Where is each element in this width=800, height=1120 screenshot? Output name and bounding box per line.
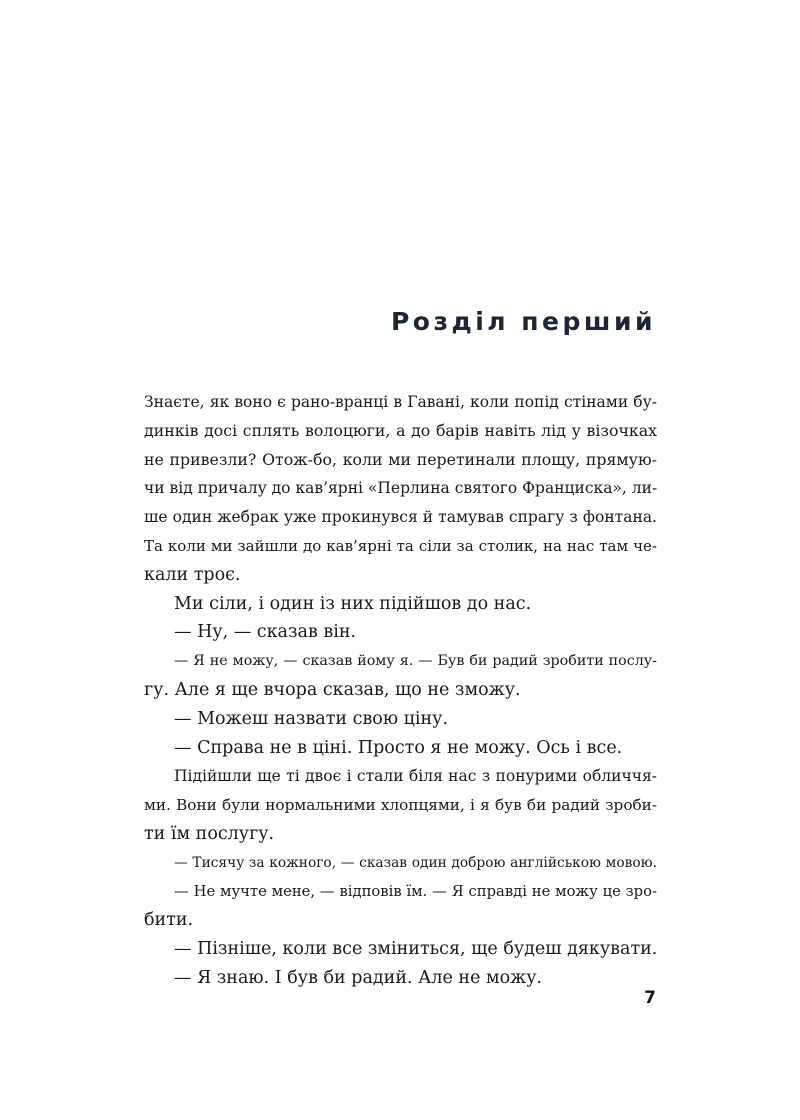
text-line: кали троє. xyxy=(144,564,241,585)
text-line: гу. Але я ще вчора сказав, що не зможу. xyxy=(144,679,521,700)
text-line: — Справа не в ціні. Просто я не можу. Ось і все. xyxy=(174,737,623,758)
text-line: Ми сіли, і один із них підійшов до нас. xyxy=(174,593,532,614)
text-line: не привезли? Отож-бо, коли ми перетинали площу, прямую- xyxy=(144,449,657,469)
text-line: бити. xyxy=(144,910,194,931)
text-line: ти їм послугу. xyxy=(144,823,275,844)
text-line: ше один жебрак уже прокинувся й тамував спрагу з фонтана. xyxy=(144,508,657,527)
text-line: ми. Вони були нормальними хлопцями, і я був би радий зроби- xyxy=(144,796,657,815)
text-line: — Я не можу, — сказав йому я. — Був би радий зробити послу- xyxy=(174,653,657,670)
text-line: динків досі сплять волоцюги, а до барів навіть лід у візочках xyxy=(144,420,657,440)
body-text xyxy=(144,388,657,993)
text-line: Знаєте, як воно є рано-вранці в Гавані, коли попід стінами бу- xyxy=(144,393,657,411)
text-line: Підійшли ще ті двоє і стали біля нас з понурими обличчя- xyxy=(174,767,657,786)
text-line: — Можеш назвати свою ціну. xyxy=(174,708,449,729)
page-number: 7 xyxy=(644,988,656,1008)
text-line: — Ну, — сказав він. xyxy=(174,622,357,643)
text-line: — Не мучте мене, — відповів їм. — Я справді не можу це зро- xyxy=(174,882,657,900)
text-line: Та коли ми зайшли до кав’ярні та сіли за столик, на нас там че- xyxy=(144,536,657,555)
text-line: — Пізніше, коли все зміниться, ще будеш дякувати. xyxy=(174,939,658,960)
chapter-title: Розділ перший xyxy=(390,307,656,336)
text-line: — Тисячу за кожного, — сказав один доброю англійською мовою. xyxy=(174,854,657,871)
text-line: чи від причалу до кав’ярні «Перлина святого Франциска», ли- xyxy=(144,479,658,498)
text-line: — Я знаю. І був би радий. Але не можу. xyxy=(174,967,543,988)
